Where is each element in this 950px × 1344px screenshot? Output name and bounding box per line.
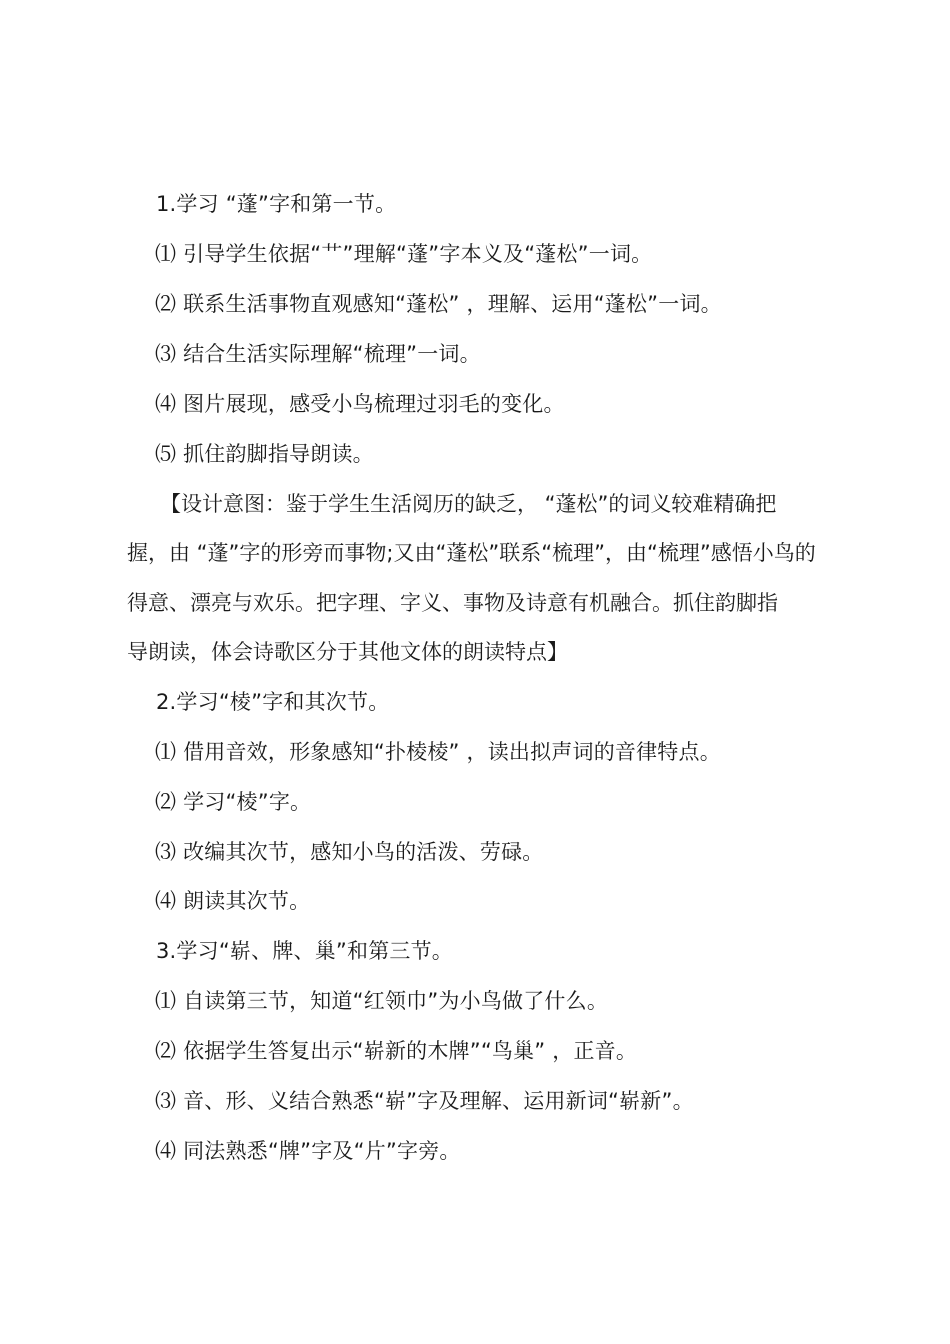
section-3-item-1: ⑴ 自读第三节，知道“红领巾”为小鸟做了什么。 [155, 989, 609, 1013]
section-1-heading: 1.学习 “蓬”字和第一节。 [156, 192, 397, 216]
section-1-item-2: ⑵ 联系生活事物直观感知“蓬松” ，理解、运用“蓬松”一词。 [155, 292, 722, 316]
design-note-line-3: 得意、漂亮与欢乐。把字理、字义、事物及诗意有机融合。抓住韵脚指 [127, 591, 778, 615]
section-3-item-2: ⑵ 依据学生答复出示“崭新的木牌”“鸟巢” ，正音。 [155, 1039, 638, 1063]
section-3-item-4: ⑷ 同法熟悉“牌”字及“片”字旁。 [155, 1139, 461, 1163]
section-1-item-4: ⑷ 图片展现，感受小鸟梳理过羽毛的变化。 [155, 392, 565, 416]
section-1-item-5: ⑸ 抓住韵脚指导朗读。 [155, 442, 374, 466]
design-note-line-1: 【设计意图：鉴于学生生活阅历的缺乏， “蓬松”的词义较难精确把 [160, 492, 777, 516]
section-1-item-1: ⑴ 引导学生依据“艹”理解“蓬”字本义及“蓬松”一词。 [155, 242, 653, 266]
design-note-line-4: 导朗读，体会诗歌区分于其他文体的朗读特点】 [127, 640, 568, 664]
section-2-item-2: ⑵ 学习“棱”字。 [155, 790, 312, 814]
section-3-item-3: ⑶ 音、形、义结合熟悉“崭”字及理解、运用新词“崭新”。 [155, 1089, 694, 1113]
section-2-item-1: ⑴ 借用音效，形象感知“扑棱棱” ，读出拟声词的音律特点。 [155, 740, 721, 764]
design-note-line-2: 握，由 “蓬”字的形旁而事物;又由“蓬松”联系“梳理”，由“梳理”感悟小鸟的 [127, 541, 816, 565]
section-3-heading: 3.学习“崭、牌、巢”和第三节。 [156, 939, 453, 963]
section-2-heading: 2.学习“棱”字和其次节。 [156, 690, 390, 714]
section-2-item-4: ⑷ 朗读其次节。 [155, 889, 311, 913]
section-1-item-3: ⑶ 结合生活实际理解“梳理”一词。 [155, 342, 481, 366]
section-2-item-3: ⑶ 改编其次节，感知小鸟的活泼、劳碌。 [155, 840, 544, 864]
